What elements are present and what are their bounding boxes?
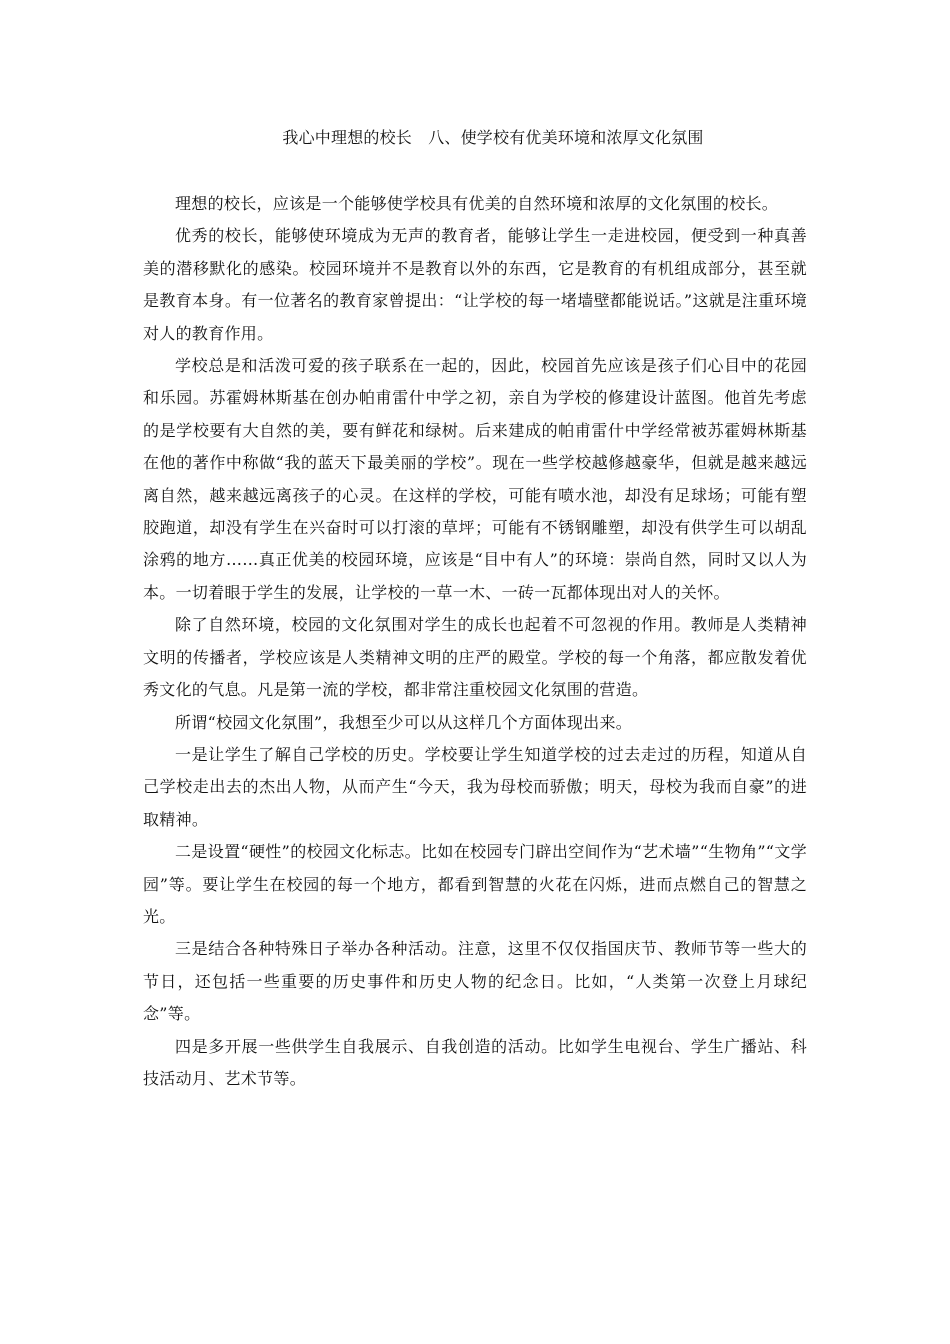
paragraph: 四是多开展一些供学生自我展示、自我创造的活动。比如学生电视台、学生广播站、科技活动月、艺术节等。 xyxy=(143,1036,807,1088)
paragraph: 理想的校长，应该是一个能够使学校具有优美的自然环境和浓厚的文化氛围的校长。 xyxy=(175,194,779,213)
paragraph: 三是结合各种特殊日子举办各种活动。注意，这里不仅仅指国庆节、教师节等一些大的节日，还包括一些重要的历史事件和历史人物的纪念日。比如，“人类第一次登上月球纪念”等。 xyxy=(143,939,807,1024)
paragraph: 学校总是和活泼可爱的孩子联系在一起的，因此，校园首先应该是孩子们心目中的花园和乐园。苏霍姆林斯基在创办帕甫雷什中学之初，亲自为学校的修建设计蓝图。他首先考虑的是学校要有大自然的美，要有鲜花和绿树。后来建成的帕甫雷什中学经常被苏霍姆林斯基在他的著作中称做“我的蓝天下最美丽的学校”。现在一些学校越修越豪华，但就是越来越远离自然，越来越远离孩子的心灵。在这样的学校，可能有喷水池，却没有足球场；可能有塑胶跑道，却没有学生在兴奋时可以打滚的草坪；可能有不锈钢雕塑，却没有供学生可以胡乱涂鸦的地方……真正优美的校园环境，应该是“目中有人”的环境：崇尚自然，同时又以人为本。一切着眼于学生的发展，让学校的一草一木、一砖一瓦都体现出对人的关怀。 xyxy=(143,356,807,602)
paragraph: 优秀的校长，能够使环境成为无声的教育者，能够让学生一走进校园，便受到一种真善美的潜移默化的感染。校园环境并不是教育以外的东西，它是教育的有机组成部分，甚至就是教育本身。有一位著名的教育家曾提出：“让学校的每一堵墙壁都能说话。”这就是注重环境对人的教育作用。 xyxy=(143,226,807,343)
paragraph: 一是让学生了解自己学校的历史。学校要让学生知道学校的过去走过的历程，知道从自己学校走出去的杰出人物，从而产生“今天，我为母校而骄傲；明天，母校为我而自豪”的进取精神。 xyxy=(143,744,807,829)
document-title: 我心中理想的校长 八、使学校有优美环境和浓厚文化氛围 xyxy=(282,128,704,147)
document-body xyxy=(143,188,807,1095)
paragraph: 二是设置“硬性”的校园文化标志。比如在校园专门辟出空间作为“艺术墙”“生物角”“文学园”等。要让学生在校园的每一个地方，都看到智慧的火花在闪烁，进而点燃自己的智慧之光。 xyxy=(143,842,807,926)
paragraph: 除了自然环境，校园的文化氛围对学生的成长也起着不可忽视的作用。教师是人类精神文明的传播者，学校应该是人类精神文明的庄严的殿堂。学校的每一个角落，都应散发着优秀文化的气息。凡是第一流的学校，都非常注重校园文化氛围的营造。 xyxy=(143,615,807,700)
paragraph: 所谓“校园文化氛围”，我想至少可以从这样几个方面体现出来。 xyxy=(175,712,633,732)
